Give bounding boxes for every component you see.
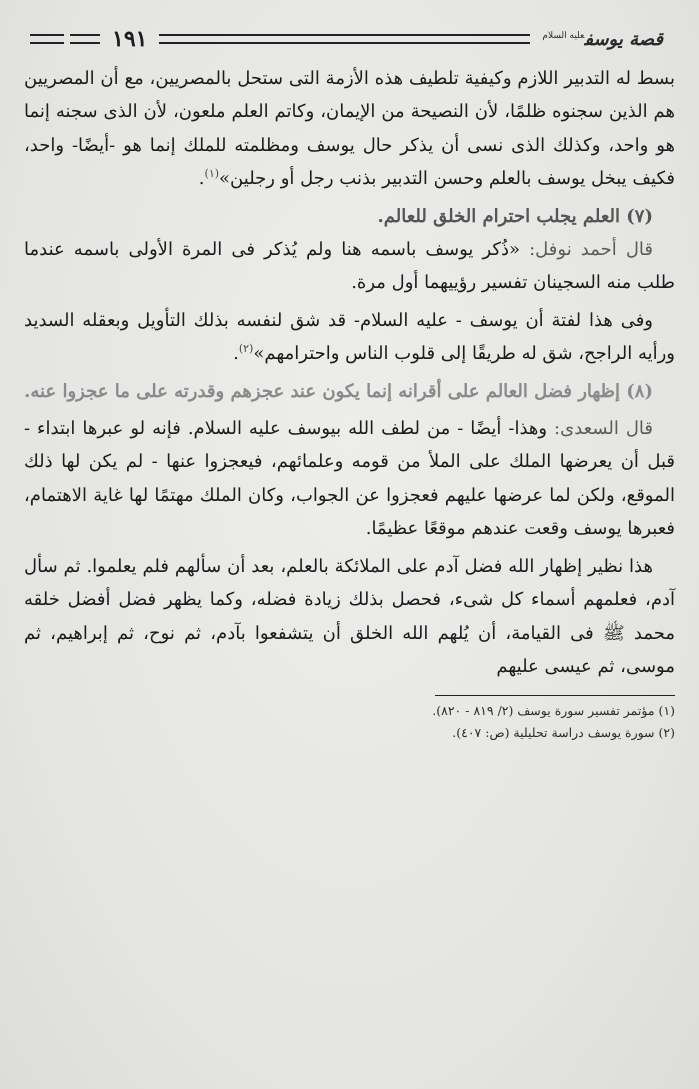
paragraph-text: «ذُكر يوسف باسمه هنا ولم يُذكر فى المرة الأولى باسمه عندما طلب منه السجينان تفسير رؤييهما أول مرة. (24, 239, 675, 294)
paragraph-tail: . (198, 168, 205, 190)
footnote-ref-2: (٢) (238, 342, 254, 356)
header-rule-long (159, 34, 530, 44)
page-number: ١٩١ (112, 26, 148, 52)
honorific-mark: عليه السلام (542, 30, 585, 41)
page-body (22, 62, 677, 683)
header-rule-short (30, 34, 64, 44)
paragraph-text: هذا نظير إظهار الله فضل آدم على الملائكة بالعلم، بعد أن سألهم فلم يعلموا. ثم سأل آدم، فعلمهم أسماء كل شىء، فحصل بذلك زيادة فضله، وكما يظهر فضل أفضل خلقه محمد ﷺ فى القيامة، أن يُلهم الله الخلق أن يتشفعوا بآدم، ثم نوح، ثم إبراهيم، ثم موسى، ثم عيسى عليهم (24, 555, 675, 677)
paragraph-adam (24, 550, 675, 684)
footnote-2: (٢) سورة يوسف دراسة تحليلية (ص: ٤٠٧). (452, 725, 675, 741)
section-heading-8 (24, 375, 675, 408)
speaker-label: قال أحمد نوفل: (529, 239, 653, 261)
running-title-text: قصة يوسف (584, 28, 663, 50)
header-rule-left (70, 34, 100, 44)
footnote-ref-1: (١) (204, 167, 220, 181)
footnotes (22, 695, 677, 744)
paragraph-nawfal (24, 233, 675, 300)
speaker-label: قال السعدى: (554, 418, 653, 440)
footnote-divider (435, 695, 675, 696)
paragraph-insight (24, 304, 675, 371)
section-heading-text: (٨) إظهار فضل العالم على أقرانه إنما يكون عند عجزهم وقدرته على ما عجزوا عنه. (24, 380, 653, 402)
section-heading-text: (٧) العلم يجلب احترام الخلق للعالم. (377, 205, 653, 227)
paragraph-continuation (24, 62, 675, 196)
paragraph-tail: . (233, 343, 239, 365)
paragraph-text: وفى هذا لفتة أن يوسف - عليه السلام- قد شق لنفسه بذلك التأويل وبعقله السديد ورأيه الراجح، شق له طريقًا إلى قلوب الناس واحترامهم» (24, 309, 675, 365)
paragraph-text: بسط له التدبير اللازم وكيفية تلطيف هذه الأزمة التى ستحل بالمصريين، مع أن المصريين هم الذين سجنوه ظلمًا، لأن النصيحة من الإيمان، وكاتم العلم ملعون، لأن الذى سجنه إنما هو واحد، وكذلك الذى نسى أن يذكر حال يوسف ومظلمته للملك إنما هو -أيضًا- واحد، فكيف يبخل يوسف بالعلم وحسن التدبير بذنب رجل أو رجلين» (24, 68, 675, 190)
paragraph-saadi (24, 412, 675, 546)
paragraph-text: وهذا- أيضًا - من لطف الله بيوسف عليه السلام. فإنه لو عبرها ابتداء - قبل أن يعرضها الملك على الملأ من قومه وعلمائهم، فيعجزوا عنها - لم يكن لها ذلك الموقع، ولكن لما عرضها عليهم فعجزوا عن الجواب، وكان الملك مهتمًا لها غاية الاهتمام، فعبرها يوسف وقعت عندهم موقعًا عظيمًا. (24, 418, 675, 540)
section-heading-7 (24, 200, 675, 233)
running-title (536, 29, 669, 50)
page-header (30, 22, 669, 56)
footnote-1: (١) مؤتمر تفسير سورة يوسف (٢/ ٨١٩ - ٨٢٠). (432, 703, 675, 719)
